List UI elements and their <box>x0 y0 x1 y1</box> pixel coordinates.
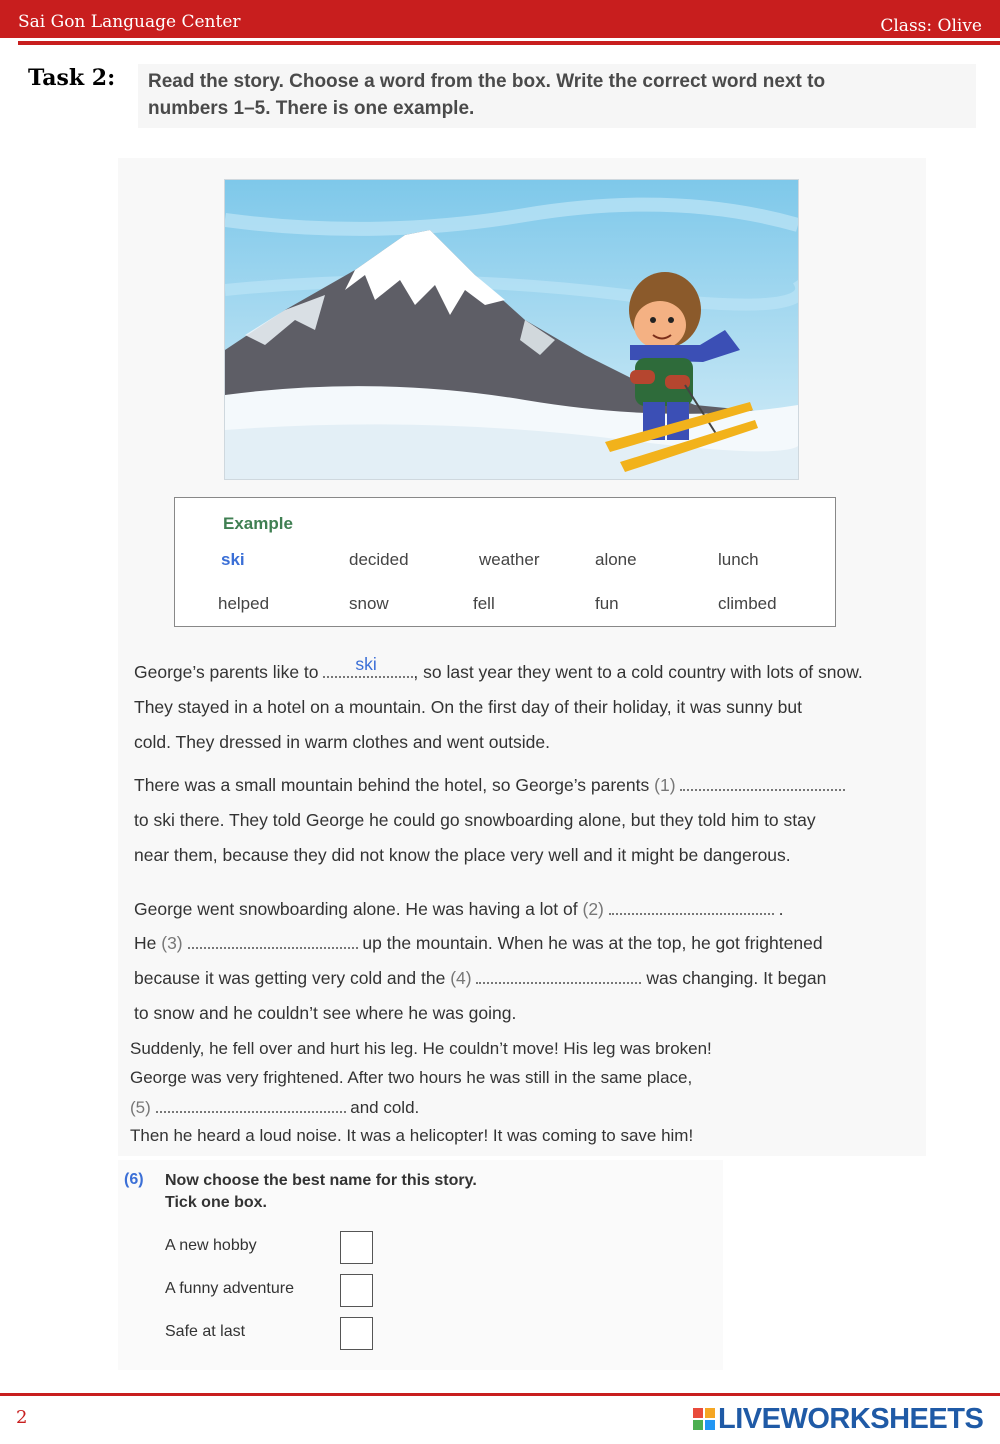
word-option: fun <box>595 594 619 613</box>
option-label: A funny adventure <box>165 1280 294 1297</box>
instruction-line-2: numbers 1–5. There is one example. <box>148 98 475 119</box>
story-text: . <box>778 899 784 919</box>
story-line <box>134 933 823 954</box>
answer-blank-3[interactable] <box>188 933 358 949</box>
illustration-svg <box>225 180 798 479</box>
story-line <box>134 899 784 920</box>
story-text: George’s parents like to <box>134 662 319 682</box>
answer-blank-1[interactable] <box>680 775 845 791</box>
story-text: He <box>134 933 157 953</box>
word-option: helped <box>218 594 270 613</box>
story-line: George was very frightened. After two hours he was still in the same place, <box>130 1068 693 1087</box>
tick-box-safe-at-last[interactable] <box>340 1317 373 1350</box>
story-line <box>134 968 826 989</box>
blank-number-3: (3) <box>161 933 183 953</box>
story-text: up the mountain. When he was at the top, he got frightened <box>362 933 823 953</box>
example-word: ski <box>221 550 245 569</box>
story-text: There was a small mountain behind the hotel, so George’s parents <box>134 775 650 795</box>
word-option: weather <box>479 550 540 569</box>
story-line: to snow and he couldn’t see where he was going. <box>134 1003 517 1023</box>
boy-skiing-mountain-illustration <box>224 179 799 480</box>
story-line <box>134 775 845 796</box>
header-divider <box>18 41 1000 45</box>
story-text: was changing. It began <box>646 968 827 988</box>
tick-box-a-new-hobby[interactable] <box>340 1231 373 1264</box>
class-label: Class: Olive <box>880 16 982 36</box>
liveworksheets-logo <box>693 1403 983 1435</box>
center-name: Sai Gon Language Center <box>18 12 241 32</box>
word-option: climbed <box>718 594 777 613</box>
question-6-number: (6) <box>124 1171 144 1188</box>
tick-box-a-funny-adventure[interactable] <box>340 1274 373 1307</box>
story-line: Suddenly, he fell over and hurt his leg. He couldn’t move! His leg was broken! <box>130 1039 712 1058</box>
task-instruction <box>138 64 976 128</box>
option-label: A new hobby <box>165 1237 257 1254</box>
page-number: 2 <box>16 1407 28 1428</box>
story-line: Then he heard a loud noise. It was a helicopter! It was coming to save him! <box>130 1126 694 1145</box>
story-line: cold. They dressed in warm clothes and went outside. <box>134 732 551 752</box>
option-label: Safe at last <box>165 1323 246 1340</box>
example-answer: ski <box>355 654 377 674</box>
task-label: Task 2: <box>28 65 116 91</box>
answer-blank-5[interactable] <box>156 1097 346 1113</box>
question-6-prompt: Now choose the best name for this story. <box>165 1172 477 1189</box>
footer-divider <box>0 1393 1000 1396</box>
question-6-instruction: Tick one box. <box>165 1194 267 1211</box>
story-text: , so last year they went to a cold country with lots of snow. <box>413 662 863 682</box>
word-option: alone <box>595 550 637 569</box>
story-line <box>134 654 863 683</box>
logo-text: LIVEWORKSHEETS <box>718 1402 984 1435</box>
blank-number-2: (2) <box>582 899 604 919</box>
story-line: near them, because they did not know the place very well and it might be dangerous. <box>134 845 791 865</box>
liveworksheets-logo-icon <box>693 1408 715 1430</box>
example-answer-blank <box>323 654 413 678</box>
example-title: Example <box>223 514 293 533</box>
story-line: to ski there. They told George he could go snowboarding alone, but they told him to stay <box>134 810 816 830</box>
answer-blank-2[interactable] <box>609 899 774 915</box>
instruction-line-1: Read the story. Choose a word from the box. Write the correct word next to <box>148 71 826 92</box>
word-option: decided <box>349 550 409 569</box>
blank-number-1: (1) <box>654 775 676 795</box>
word-option: fell <box>473 594 495 613</box>
answer-blank-4[interactable] <box>476 968 641 984</box>
story-text: and cold. <box>350 1098 420 1117</box>
story-line: They stayed in a hotel on a mountain. On the first day of their holiday, it was sunny but <box>134 697 802 717</box>
story-text: because it was getting very cold and the <box>134 968 446 988</box>
word-option: lunch <box>718 550 759 569</box>
word-option: snow <box>349 594 389 613</box>
story-line <box>130 1097 419 1118</box>
word-box <box>174 497 836 627</box>
blank-number-4: (4) <box>450 968 472 988</box>
blank-number-5: (5) <box>130 1098 151 1117</box>
story-text: George went snowboarding alone. He was having a lot of <box>134 899 578 919</box>
